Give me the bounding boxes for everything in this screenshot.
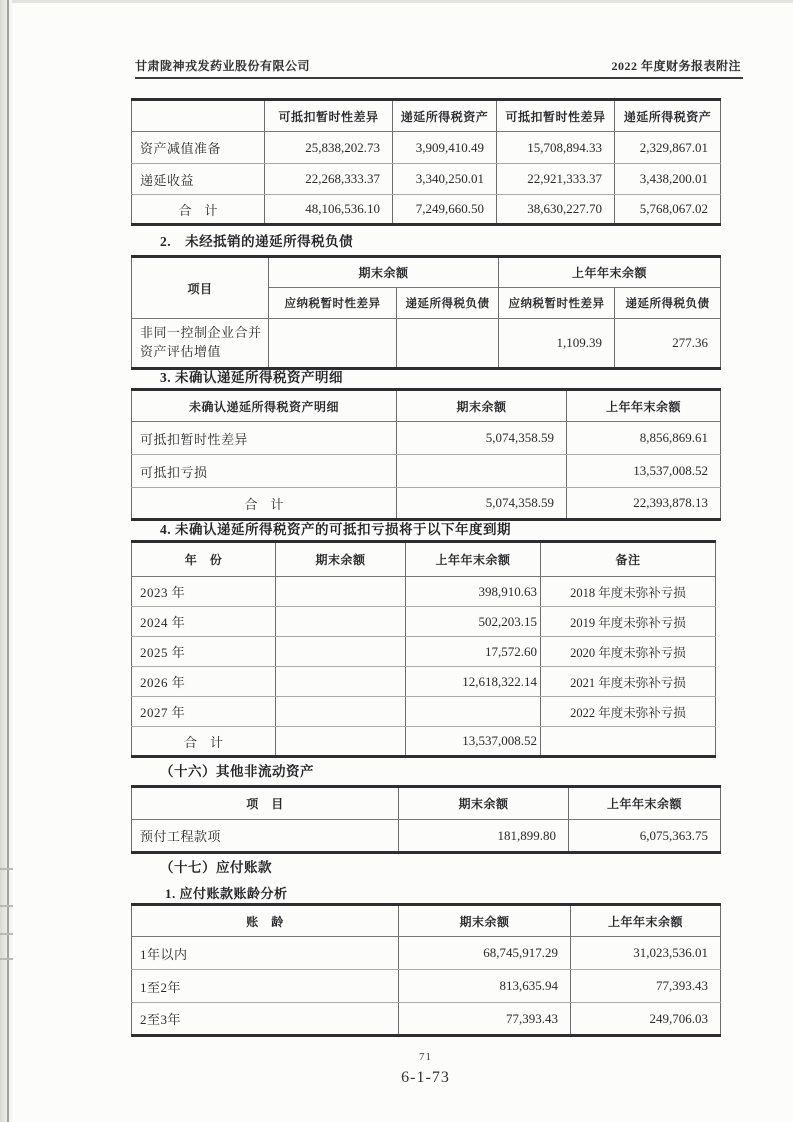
group-header-current: 期末余额 — [269, 257, 499, 288]
remark-cell: 2020 年度未弥补亏损 — [541, 637, 716, 667]
row-label: 预付工程款项 — [132, 820, 399, 853]
table-header-row — [132, 390, 721, 422]
scan-edge-mark — [0, 905, 13, 907]
table-row — [132, 667, 716, 697]
accounts-payable-aging-table — [131, 903, 721, 1037]
cell-value: 12,618,322.14 — [406, 667, 541, 697]
cell-value: 25,838,202.73 — [265, 132, 393, 164]
cell-value — [276, 697, 406, 727]
deferred-tax-assets-table — [131, 98, 721, 226]
table-row — [132, 455, 721, 488]
cell-value: 181,899.80 — [399, 820, 569, 853]
item-header: 项目 — [132, 257, 269, 319]
remark-cell: 2019 年度未弥补亏损 — [541, 607, 716, 637]
cell-value: 22,268,333.37 — [265, 164, 393, 195]
section-heading-17: （十七）应付账款 — [160, 860, 272, 875]
cell-value: 13,537,008.52 — [406, 727, 541, 757]
cell-value: 5,074,358.59 — [397, 422, 567, 455]
scan-edge-mark — [0, 868, 13, 870]
table-row — [132, 607, 716, 637]
group-header-prior: 上年年末余额 — [499, 257, 721, 288]
row-label: 合 计 — [132, 195, 265, 225]
row-label: 递延收益 — [132, 164, 265, 195]
section-heading-2: 2. 未经抵销的递延所得税负债 — [160, 234, 354, 249]
cell-value: 3,438,200.01 — [615, 164, 721, 195]
cell-value: 398,910.63 — [406, 577, 541, 607]
cell-value: 13,537,008.52 — [567, 455, 721, 488]
row-label: 资产减值准备 — [132, 132, 265, 164]
column-header: 项 目 — [132, 787, 399, 820]
column-header: 期末余额 — [397, 390, 567, 422]
cell-value: 8,856,869.61 — [567, 422, 721, 455]
document-title: 2022 年度财务报表附注 — [611, 59, 741, 73]
cell-value: 31,023,536.01 — [571, 937, 721, 970]
table-row — [132, 422, 721, 455]
row-label: 合 计 — [132, 488, 397, 520]
cell-value: 3,909,410.49 — [393, 132, 497, 164]
row-label: 合 计 — [132, 727, 276, 757]
remark-cell: 2018 年度未弥补亏损 — [541, 577, 716, 607]
remark-cell: 2021 年度未弥补亏损 — [541, 667, 716, 697]
cell-value: 22,921,333.37 — [497, 164, 615, 195]
cell-value: 249,706.03 — [571, 1003, 721, 1036]
cell-value: 22,393,878.13 — [567, 488, 721, 520]
page-header — [135, 57, 741, 74]
cell-value: 15,708,894.33 — [497, 132, 615, 164]
row-label: 2024 年 — [132, 607, 276, 637]
cell-value: 38,630,227.70 — [497, 195, 615, 225]
row-label: 2027 年 — [132, 697, 276, 727]
cell-value: 277.36 — [615, 319, 721, 369]
table-row — [132, 697, 716, 727]
column-header: 递延所得税负债 — [397, 288, 499, 319]
scan-edge-band — [0, 0, 12, 1122]
deductible-losses-expiry-table — [131, 540, 716, 758]
section-heading-4: 4. 未确认递延所得税资产的可抵扣亏损将于以下年度到期 — [160, 522, 511, 537]
row-label: 2025 年 — [132, 637, 276, 667]
table-header-row — [132, 100, 721, 132]
header-rule — [135, 77, 743, 79]
cell-value — [397, 455, 567, 488]
row-label: 可抵扣暂时性差异 — [132, 422, 397, 455]
cell-value — [276, 607, 406, 637]
cell-value: 813,635.94 — [399, 970, 571, 1003]
cell-value — [397, 319, 499, 369]
cell-value — [269, 319, 397, 369]
column-header: 可抵扣暂时性差异 — [497, 100, 615, 132]
column-header: 递延所得税负债 — [615, 288, 721, 319]
column-header: 期末余额 — [399, 787, 569, 820]
cell-value — [276, 727, 406, 757]
cell-value: 2,329,867.01 — [615, 132, 721, 164]
empty-header-cell — [132, 100, 265, 132]
table-row — [132, 937, 721, 970]
total-row — [132, 195, 721, 225]
column-header: 应纳税暂时性差异 — [499, 288, 615, 319]
row-label: 可抵扣亏损 — [132, 455, 397, 488]
table-row — [132, 637, 716, 667]
scan-edge-mark — [0, 933, 13, 935]
table-row — [132, 577, 716, 607]
cell-value — [406, 697, 541, 727]
table-row — [132, 132, 721, 164]
total-row — [132, 727, 716, 757]
cell-value — [276, 667, 406, 697]
column-header: 未确认递延所得税资产明细 — [132, 390, 397, 422]
table-header-row — [132, 787, 721, 820]
cell-value: 77,393.43 — [571, 970, 721, 1003]
cell-value: 3,340,250.01 — [393, 164, 497, 195]
column-header: 期末余额 — [276, 542, 406, 577]
column-header: 备注 — [541, 542, 716, 577]
cell-value: 6,075,363.75 — [569, 820, 721, 853]
scan-edge-line — [7, 0, 9, 1122]
subsection-heading-aging: 1. 应付账款账龄分析 — [165, 886, 288, 901]
column-header: 递延所得税资产 — [393, 100, 497, 132]
row-label: 非同一控制企业合并资产评估增值 — [132, 319, 269, 369]
column-header: 上年年末余额 — [569, 787, 721, 820]
table-header-row — [132, 542, 716, 577]
cell-value: 1,109.39 — [499, 319, 615, 369]
column-header: 递延所得税资产 — [615, 100, 721, 132]
cell-value: 17,572.60 — [406, 637, 541, 667]
document-code: 6-1-73 — [401, 1069, 450, 1086]
cell-value: 48,106,536.10 — [265, 195, 393, 225]
column-header: 上年年末余额 — [406, 542, 541, 577]
column-header: 上年年末余额 — [567, 390, 721, 422]
company-name: 甘肃陇神戎发药业股份有限公司 — [135, 59, 311, 73]
page-number: 71 — [419, 1051, 432, 1063]
cell-value: 7,249,660.50 — [393, 195, 497, 225]
unrecognized-deferred-tax-assets-table — [131, 388, 721, 521]
table-header-row — [132, 257, 721, 288]
row-label: 2026 年 — [132, 667, 276, 697]
row-label: 1年以内 — [132, 937, 399, 970]
table-row — [132, 164, 721, 195]
cell-value: 68,745,917.29 — [399, 937, 571, 970]
cell-value: 77,393.43 — [399, 1003, 571, 1036]
cell-value: 502,203.15 — [406, 607, 541, 637]
remark-cell — [541, 727, 716, 757]
scan-edge-mark — [0, 958, 13, 960]
column-header: 应纳税暂时性差异 — [269, 288, 397, 319]
cell-value: 5,768,067.02 — [615, 195, 721, 225]
column-header: 账 龄 — [132, 905, 399, 937]
section-heading-16: （十六）其他非流动资产 — [160, 764, 314, 779]
table-header-row — [132, 905, 721, 937]
column-header: 年 份 — [132, 542, 276, 577]
column-header: 可抵扣暂时性差异 — [265, 100, 393, 132]
total-row — [132, 488, 721, 520]
other-noncurrent-assets-table — [131, 785, 721, 854]
row-label: 2023 年 — [132, 577, 276, 607]
unoffset-deferred-tax-liabilities-table — [131, 255, 721, 370]
remark-cell: 2022 年度未弥补亏损 — [541, 697, 716, 727]
table-row — [132, 319, 721, 369]
cell-value: 5,074,358.59 — [397, 488, 567, 520]
cell-value — [276, 637, 406, 667]
column-header: 期末余额 — [399, 905, 571, 937]
table-row — [132, 970, 721, 1003]
column-header: 上年年末余额 — [571, 905, 721, 937]
table-row — [132, 1003, 721, 1036]
row-label: 2至3年 — [132, 1003, 399, 1036]
cell-value — [276, 577, 406, 607]
table-row — [132, 820, 721, 853]
section-heading-3: 3. 未确认递延所得税资产明细 — [160, 370, 343, 385]
row-label: 1至2年 — [132, 970, 399, 1003]
scan-top-shade — [0, 0, 793, 3]
